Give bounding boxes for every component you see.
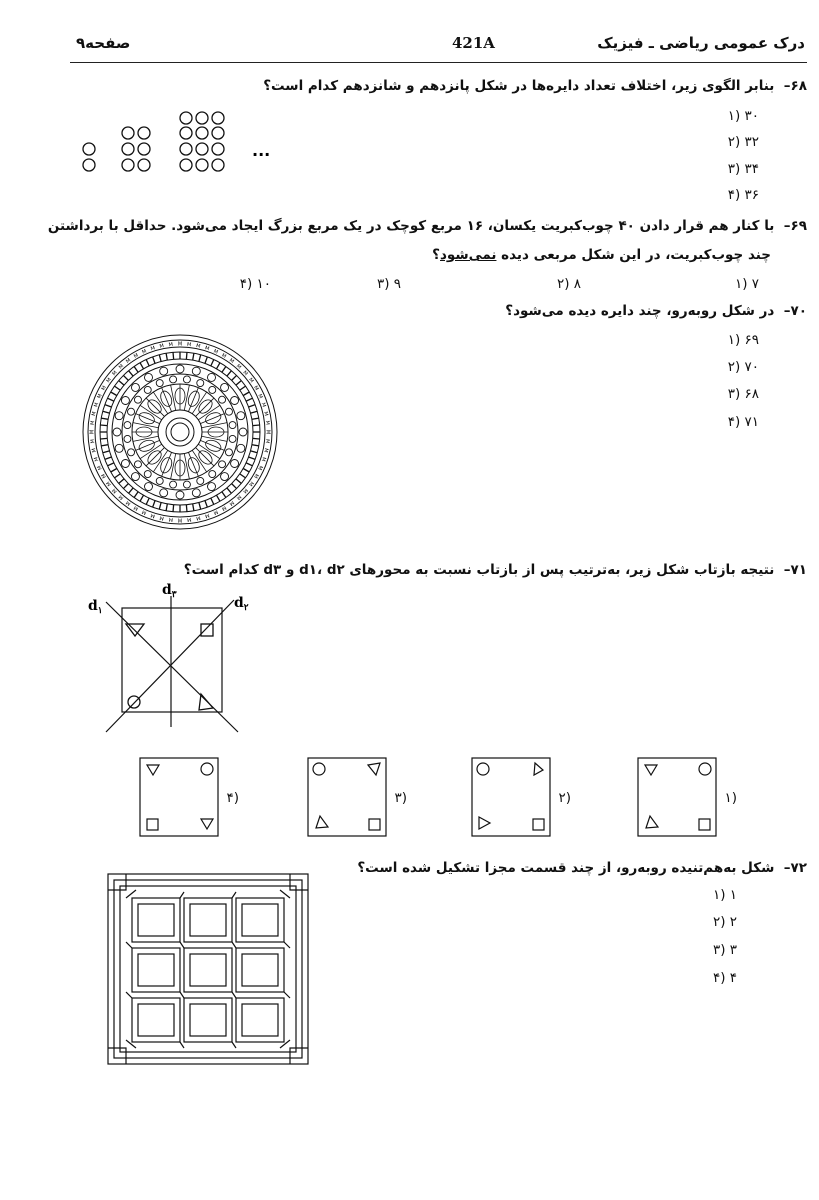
q71-option-3-figure[interactable]	[306, 756, 388, 838]
question-68-text: بنابر الگوی زیر، اختلاف تعداد دایره‌ها در شکل پانزدهم و شانزدهم کدام است؟	[263, 78, 775, 94]
q72-option-1[interactable]: ۱) ۱	[712, 887, 737, 903]
svg-text:M: M	[262, 447, 269, 453]
q70-option-4[interactable]: ۴) ۷۱	[727, 414, 759, 430]
q71-option-4-figure[interactable]	[138, 756, 220, 838]
q72-option-2[interactable]: ۲) ۲	[712, 914, 737, 930]
q69-option-2[interactable]: ۲) ۸	[556, 276, 581, 292]
svg-text:M: M	[195, 343, 201, 350]
svg-text:M: M	[117, 363, 126, 371]
svg-text:M: M	[132, 352, 140, 360]
q69-option-3[interactable]: ۳) ۹	[376, 276, 401, 292]
q70-option-1[interactable]: ۱) ۶۹	[727, 332, 759, 348]
q71-option-3-label[interactable]: ۳)	[394, 790, 407, 806]
svg-text:M: M	[247, 479, 255, 487]
q70-option-3[interactable]: ۳) ۶۸	[727, 386, 759, 402]
svg-text:M: M	[91, 447, 98, 453]
svg-text:M: M	[100, 384, 108, 392]
svg-text:M: M	[105, 479, 113, 487]
q71-option-1-figure[interactable]	[636, 756, 718, 838]
svg-text:M: M	[177, 516, 183, 523]
header-rule	[70, 62, 807, 63]
svg-text:M: M	[93, 401, 101, 408]
q71-option-2-label[interactable]: ۲)	[558, 790, 571, 806]
q70-mandala-figure	[80, 332, 280, 532]
svg-text:M: M	[125, 499, 133, 507]
q68-circle-pattern-figure	[78, 108, 278, 178]
pattern-2	[122, 127, 150, 171]
svg-text:M: M	[111, 486, 119, 495]
svg-text:M: M	[149, 511, 156, 519]
question-72-number: ۷۲–	[783, 860, 807, 876]
svg-text:M: M	[100, 472, 108, 480]
svg-text:M: M	[264, 429, 271, 435]
svg-text:M: M	[141, 348, 148, 356]
svg-text:M: M	[227, 357, 235, 365]
question-69-text-line1: با کنار هم قرار دادن ۴۰ چوب‌کبریت یکسان، ۱۶ مربع کوچک در یک مربع بزرگ ایجاد می‌شود. حداقل با برداشتن	[47, 218, 775, 234]
svg-text:M: M	[252, 472, 260, 480]
q71-reflection-figure	[84, 582, 264, 742]
question-69-line1	[48, 218, 807, 234]
svg-text:M: M	[259, 456, 267, 463]
svg-text:M: M	[168, 341, 174, 349]
svg-text:M: M	[141, 508, 148, 516]
q71-square-top-right	[201, 624, 213, 636]
svg-text:M: M	[195, 514, 201, 521]
q69-option-1[interactable]: ۱) ۷	[734, 276, 759, 292]
svg-text:M: M	[252, 384, 260, 392]
svg-text:M: M	[111, 369, 119, 378]
svg-text:M: M	[89, 429, 96, 435]
pattern-1-circle	[83, 159, 95, 171]
question-69-underlined-word: نمی‌شود	[440, 247, 497, 263]
svg-text:M: M	[91, 411, 98, 417]
question-68	[263, 78, 807, 94]
q72-interwoven-knot-figure	[106, 870, 310, 1068]
q71-option-1-label[interactable]: ۱)	[724, 790, 737, 806]
svg-text:M: M	[204, 345, 211, 353]
svg-text:M: M	[125, 357, 133, 365]
question-68-number: ۶۸–	[783, 78, 807, 94]
svg-text:M: M	[220, 504, 228, 512]
question-71	[184, 562, 807, 578]
svg-text:M: M	[168, 515, 174, 523]
q71-option-4-label[interactable]: ۴)	[226, 790, 239, 806]
q69-option-4[interactable]: ۴) ۱۰	[239, 276, 271, 292]
q71-triangle-bottom-right	[199, 694, 213, 710]
svg-text:M: M	[159, 514, 165, 521]
svg-text:M: M	[186, 515, 192, 523]
svg-text:M: M	[262, 411, 269, 417]
svg-text:M: M	[149, 345, 156, 353]
question-69-line2	[432, 247, 771, 263]
pattern-ellipsis: ...	[252, 141, 271, 160]
svg-text:M: M	[105, 377, 113, 385]
q72-option-4[interactable]: ۴) ۴	[712, 970, 737, 986]
q68-option-4[interactable]: ۴) ۳۶	[727, 187, 759, 203]
svg-text:M: M	[212, 348, 219, 356]
svg-text:M: M	[227, 499, 235, 507]
svg-text:M: M	[117, 493, 126, 501]
question-72	[357, 860, 807, 876]
svg-text:M: M	[159, 343, 165, 350]
svg-text:M: M	[247, 377, 255, 385]
svg-text:M: M	[256, 393, 264, 400]
question-70-text: در شکل روبه‌رو، چند دایره دیده می‌شود؟	[505, 303, 775, 319]
q70-option-2[interactable]: ۲) ۷۰	[727, 359, 759, 375]
page-number: صفحه۹	[76, 34, 131, 52]
q72-option-3[interactable]: ۳) ۳	[712, 942, 737, 958]
svg-text:M: M	[177, 341, 183, 348]
q71-circle-bottom-left	[128, 696, 140, 708]
svg-text:M: M	[259, 401, 267, 408]
question-71-text: نتیجه بازتاب شکل زیر، به‌ترتیب پس از بازتاب نسبت به محورهای d۱، d۲ و d۳ کدام است؟	[183, 562, 775, 578]
page-header-title: درک عمومی ریاضی ـ فیزیک	[597, 34, 805, 52]
booklet-code: 421A	[452, 34, 495, 52]
svg-text:M: M	[263, 420, 271, 426]
svg-text:M: M	[220, 352, 228, 360]
svg-text:M: M	[186, 341, 192, 349]
svg-text:M: M	[241, 486, 249, 495]
pattern-1-circle	[83, 143, 95, 155]
svg-text:M: M	[256, 464, 264, 471]
svg-text:M: M	[234, 493, 243, 501]
question-69-text-line2: چند چوب‌کبریت، در این شکل مربعی دیده	[496, 247, 771, 263]
axis-d2-label: $d_۲$	[234, 595, 249, 613]
axis-d3-label: $d_۳$	[162, 582, 177, 600]
question-70-number: ۷۰–	[783, 303, 807, 319]
svg-text:M: M	[96, 393, 104, 400]
question-71-number: ۷۱–	[783, 562, 807, 578]
q68-option-3[interactable]: ۳) ۳۴	[727, 161, 759, 177]
question-72-text: شکل به‌هم‌تنیده روبه‌رو، از چند قسمت مجزا تشکیل شده است؟	[357, 860, 775, 876]
svg-text:M: M	[89, 438, 97, 444]
question-69-number: ۶۹–	[783, 218, 807, 234]
question-70	[505, 303, 807, 319]
q71-option-2-figure[interactable]	[470, 756, 552, 838]
svg-text:M: M	[263, 438, 271, 444]
pattern-3	[180, 112, 224, 171]
question-69-qmark: ؟	[432, 247, 440, 263]
svg-text:M: M	[96, 464, 104, 471]
svg-text:M: M	[89, 420, 97, 426]
axis-d1-label: $d_۱$	[88, 598, 103, 616]
svg-text:M: M	[234, 363, 243, 371]
svg-text:M: M	[93, 456, 101, 463]
q68-option-1[interactable]: ۱) ۳۰	[727, 108, 759, 124]
svg-text:M: M	[204, 511, 211, 519]
svg-text:M: M	[132, 504, 140, 512]
svg-text:M: M	[241, 369, 249, 378]
q68-option-2[interactable]: ۲) ۳۲	[727, 134, 759, 150]
svg-text:M: M	[212, 508, 219, 516]
